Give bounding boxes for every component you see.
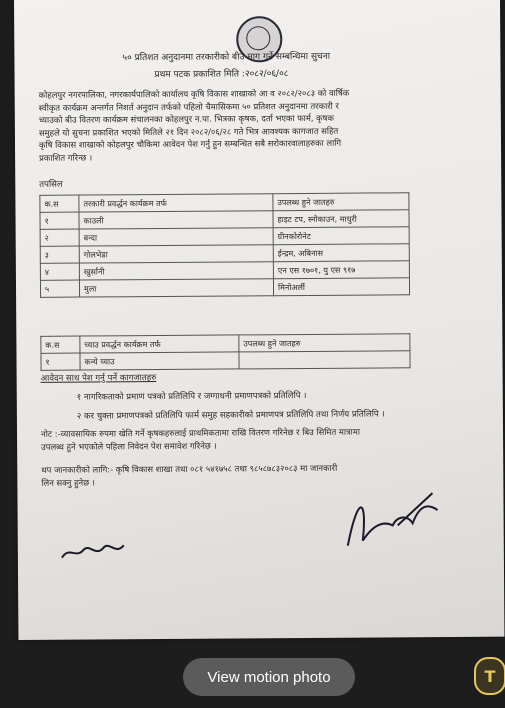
documents-heading: आवेदन साथ पेश गर्नु पर्ने कागजातहरु <box>40 373 157 384</box>
note-line: नोट :-व्यावसायिक रुपमा खेति गर्ने कृषकहरुलाई प्राथमिकतामा राखि वितरण गरिनेछ र बिउ सिमित मात्रामा <box>40 426 361 439</box>
paragraph-line: कोहलपुर नगरपालिका, नगरकार्यपालिको कार्यालय कृषि विकास शाखाको आ व २०८२/२०८३ को वार्षिक <box>38 87 350 100</box>
table-header: क.स <box>40 195 79 212</box>
table-header: उपलब्ध हुने जातहरु <box>273 193 409 211</box>
table-cell: १ <box>41 353 80 370</box>
table-cell: मिनोअर्ली <box>273 278 409 296</box>
table-cell: १ <box>40 212 79 229</box>
table-cell: एन एस १७०१, यु एस ९१७ <box>273 261 409 279</box>
officer-signature <box>337 485 447 556</box>
table-cell: ग्रीनकोरोनेट <box>273 227 409 245</box>
table-header: च्याउ प्रवर्द्धन कार्यक्रम तर्फ <box>80 335 239 353</box>
paragraph-line: प्रकाशित गरिन्छ । <box>39 151 93 163</box>
notice-paragraph <box>39 86 490 164</box>
details-heading: तपसिल <box>39 179 63 190</box>
table-cell: कन्ये च्याउ <box>80 352 239 370</box>
table-cell: काउली <box>79 211 273 229</box>
table-header: तरकारी प्रवर्द्धन कार्यक्रम तर्फ <box>79 194 273 212</box>
document-item: २ कर चुक्ता प्रमाणपत्रको प्रतिलिपि फार्म समुह सहकारीको प्रमाणपत्र प्रतिलिपि तथा निर्णय प्रतिलिपि । <box>76 409 385 422</box>
table-cell: खुर्सानी <box>79 262 273 280</box>
table-header: क.स <box>41 336 80 353</box>
text-lens-icon[interactable]: T <box>474 657 505 695</box>
table-cell: ईन्द्रम, अबिनास <box>273 244 409 262</box>
table-row <box>41 351 410 371</box>
table-cell: बन्दा <box>79 228 273 246</box>
table-cell: ३ <box>40 246 79 263</box>
table-cell <box>239 351 410 369</box>
table-row <box>40 278 409 298</box>
table-header: उपलब्ध हुने जातहरु <box>239 334 410 352</box>
applicant-signature <box>58 535 128 565</box>
table-cell: ४ <box>40 263 79 280</box>
paragraph-line: च्याउको बीउ वितरण कार्यक्रम संचालनका कोहलपुर न.पा. भित्रका कृषक, दर्ता भएका फार्म, कृषक <box>38 112 334 125</box>
notice-title: ५० प्रतिशत अनुदानमा तरकारीको बीउ माग गर्ने सम्बन्धिमा सुचना <box>122 51 331 64</box>
contact-line: थप जानकारीको लागि:- कृषि विकास शाखा तथा ०८१ ५४१७५८ तथा ९८५८७८३२०८३ मा जानकारी <box>41 462 338 475</box>
paragraph-line: समुहले यो सुचना प्रकाशित भएको मितिले २१ दिन २०८२/०६/२८ गते भित्र आवश्यक कागजात सहित <box>38 125 339 138</box>
table-cell: मुला <box>79 279 273 297</box>
table-cell: गोलभेडा <box>79 245 273 263</box>
note-text <box>41 426 360 454</box>
table-cell: ५ <box>40 280 79 297</box>
table-cell: २ <box>40 229 79 246</box>
note-line: उपलब्ध हुने भएकोले पहिला निवेदन पेश समावेश गरिनेछ । <box>41 440 217 452</box>
contact-text <box>41 462 337 490</box>
vegetable-table <box>39 192 410 298</box>
paragraph-line: स्वीकृत कार्यक्रम अन्तर्गत निशर्त अनुदान तर्फको पहिलो चैमासिकमा ५० प्रतिशत अनुदानमा तरकारी र <box>38 100 339 113</box>
table-cell: हाइट टप, स्नोकाउन, माधुरी <box>273 210 409 228</box>
mushroom-table <box>40 333 410 371</box>
view-motion-photo-button[interactable]: View motion photo <box>183 658 355 696</box>
document-item: १ नागरिकताको प्रमाण पत्रको प्रतिलिपि र जग्गाधनी प्रमाणपत्रको प्रतिलिपि । <box>76 390 307 403</box>
notice-publish-date: प्रथम पटक प्रकाशित मिति :२०८२/०६/०८ <box>154 69 289 81</box>
contact-line: लिन सक्नु हुनेछ । <box>41 477 95 488</box>
notice-document <box>14 0 504 640</box>
paragraph-line: कृषि विकास शाखाको कोहलपुर चौकिमा आवेदन पेश गर्नु हुन सम्बन्धित सबै सरोकारवालाहरुका लागि <box>38 137 342 150</box>
